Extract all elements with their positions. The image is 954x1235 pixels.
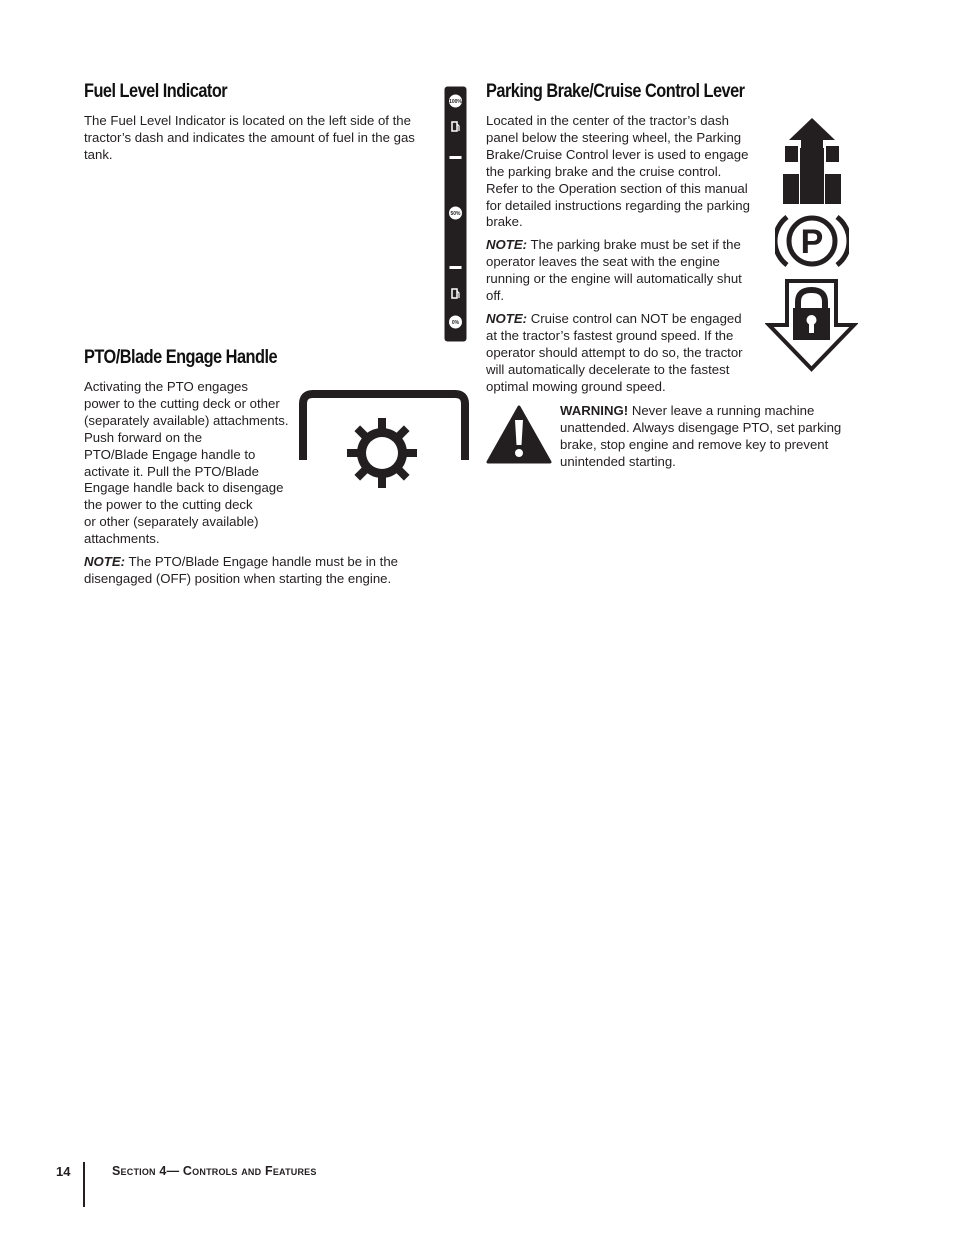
warning-label: WARNING!: [560, 403, 629, 418]
half-level-marker: [449, 207, 462, 220]
parking-brake-description: Located in the center of the tractor’s dash panel below the steering wheel, the Parking Brake/Cruise Control lever is used to engage the parking brake and the cruise control. Refer to the Operation section of this manual for detailed instructions regarding the parking brake.: [486, 113, 750, 230]
warning-triangle-icon: [486, 405, 552, 465]
note-text: Cruise control can NOT be engaged at the tractor’s fastest ground speed. If the operator should attempt to do so, the tractor will automatically decelerate to the fastest optimal mowing ground speed.: [486, 310, 743, 394]
parking-brake-icon: [775, 211, 849, 271]
pto-handle-graphic: [299, 390, 469, 492]
note-label: NOTE:: [486, 237, 528, 253]
half-level-label: 50%: [450, 211, 461, 217]
parking-p-letter: P: [800, 223, 824, 261]
cruise-control-icon: [783, 118, 841, 208]
note-text: The PTO/Blade Engage handle must be in the disengaged (OFF) position when starting the engine.: [84, 554, 399, 586]
pto-text-line: the power to the cutting deck: [84, 497, 253, 513]
parking-brake-heading: Parking Brake/Cruise Control Lever: [486, 81, 745, 102]
parking-brake-note: [486, 237, 756, 305]
gear-icon: [347, 418, 417, 488]
fuel-gauge-graphic: [444, 86, 467, 342]
page-number: 14: [56, 1164, 71, 1179]
pto-text-line: Activating the PTO engages: [84, 379, 248, 394]
note-label: NOTE:: [84, 554, 126, 569]
gauge-tick: [450, 156, 462, 159]
fuel-indicator-description: The Fuel Level Indicator is located on the left side of the tractor’s dash and indicates the amount of fuel in the gas tank.: [84, 113, 415, 162]
note-label: NOTE:: [486, 310, 528, 326]
pto-text-line: PTO/Blade Engage handle to: [84, 446, 256, 462]
fuel-indicator-heading: Fuel Level Indicator: [84, 81, 228, 102]
pto-text-line: Push forward on the: [84, 429, 203, 445]
pto-text-line: or other (separately available): [84, 514, 259, 530]
empty-level-marker: [449, 316, 462, 329]
pto-text-line: power to the cutting deck or other: [84, 395, 280, 411]
cruise-control-note: [486, 311, 756, 396]
note-text: The parking brake must be set if the operator leaves the seat with the engine running or the engine will automatically shut off.: [486, 237, 742, 304]
lock-arrow-icon: [765, 278, 858, 373]
warning-text: Never leave a running machine unattended. Always disengage PTO, set parking brake, stop engine and remove key to prevent unintended starting.: [560, 403, 842, 469]
pto-text-line: attachments.: [84, 531, 160, 547]
section-title: Section 4— Controls and Features: [112, 1164, 317, 1178]
pto-text-line: Engage handle back to disengage: [84, 480, 284, 496]
full-level-label: 100%: [449, 99, 462, 105]
pto-text-line: activate it. Pull the PTO/Blade: [84, 463, 259, 479]
warning-message: [560, 403, 850, 471]
pto-note: [84, 554, 469, 588]
pto-text-line: (separately available) attachments.: [84, 412, 289, 428]
empty-level-label: 0%: [451, 320, 460, 326]
pto-description: [84, 379, 299, 548]
footer-divider: [83, 1162, 85, 1207]
pto-heading: PTO/Blade Engage Handle: [84, 347, 278, 368]
gauge-tick: [450, 266, 462, 269]
